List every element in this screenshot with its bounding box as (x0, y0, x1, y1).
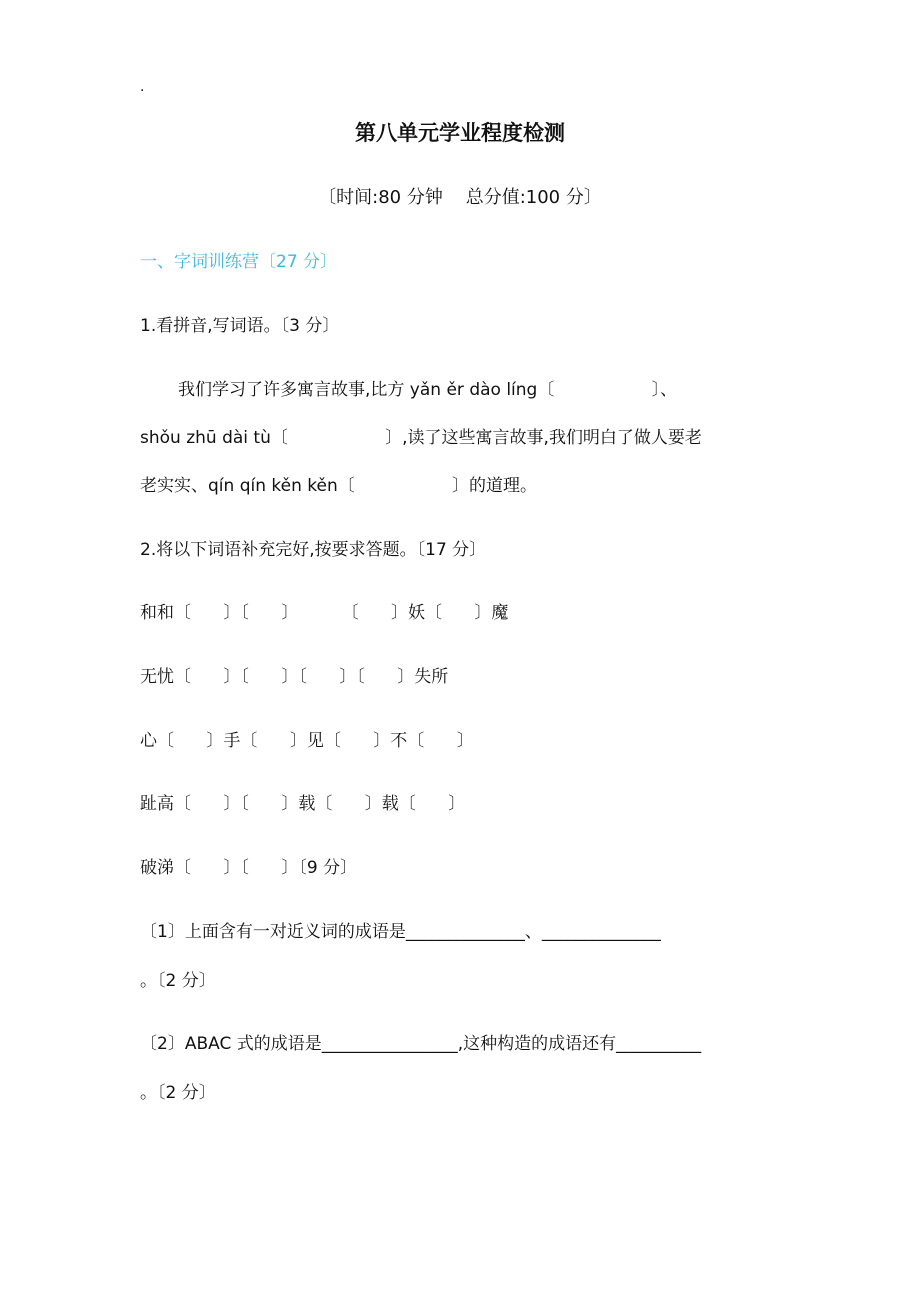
page-dot: . (140, 79, 145, 95)
section-heading: 一、字词训练营〔27 分〕 (140, 252, 338, 272)
question-1-title: 1.看拼音,写词语。〔3 分〕 (140, 316, 340, 336)
question-1-line: 我们学习了许多寓言故事,比方 yǎn ěr dào líng〔 〕、 (178, 380, 678, 400)
question-1-line: shǒu zhū dài tù〔 〕,读了这些寓言故事,我们明白了做人要老 (140, 428, 702, 448)
page-title: 第八单元学业程度检测 (355, 121, 565, 145)
idiom-row: 无忧〔 〕〔 〕〔 〕〔 〕失所 (140, 667, 449, 687)
idiom-row: 趾高〔 〕〔 〕载〔 〕载〔 〕 (140, 794, 466, 814)
sub-question-2: 〔2〕ABAC 式的成语是________________,这种构造的成语还有__________ (140, 1034, 702, 1054)
idiom-row: 和和〔 〕〔 〕 〔 〕妖〔 〕魔 (140, 603, 509, 623)
question-2-title: 2.将以下词语补充完好,按要求答题。〔17 分〕 (140, 540, 487, 560)
idiom-row: 破涕〔 〕〔 〕〔9 分〕 (140, 858, 358, 878)
sub-question-2-score: 。〔2 分〕 (140, 1083, 216, 1103)
sub-question-1-score: 。〔2 分〕 (140, 971, 216, 991)
question-1-line: 老实实、qín qín kěn kěn〔 〕的道理。 (140, 476, 538, 496)
idiom-row: 心〔 〕手〔 〕见〔 〕不〔 〕 (140, 731, 474, 751)
sub-question-1: 〔1〕上面含有一对近义词的成语是______________、______________ (140, 922, 661, 942)
exam-info: 〔时间:80 分钟 总分值:100 分〕 (318, 187, 602, 208)
